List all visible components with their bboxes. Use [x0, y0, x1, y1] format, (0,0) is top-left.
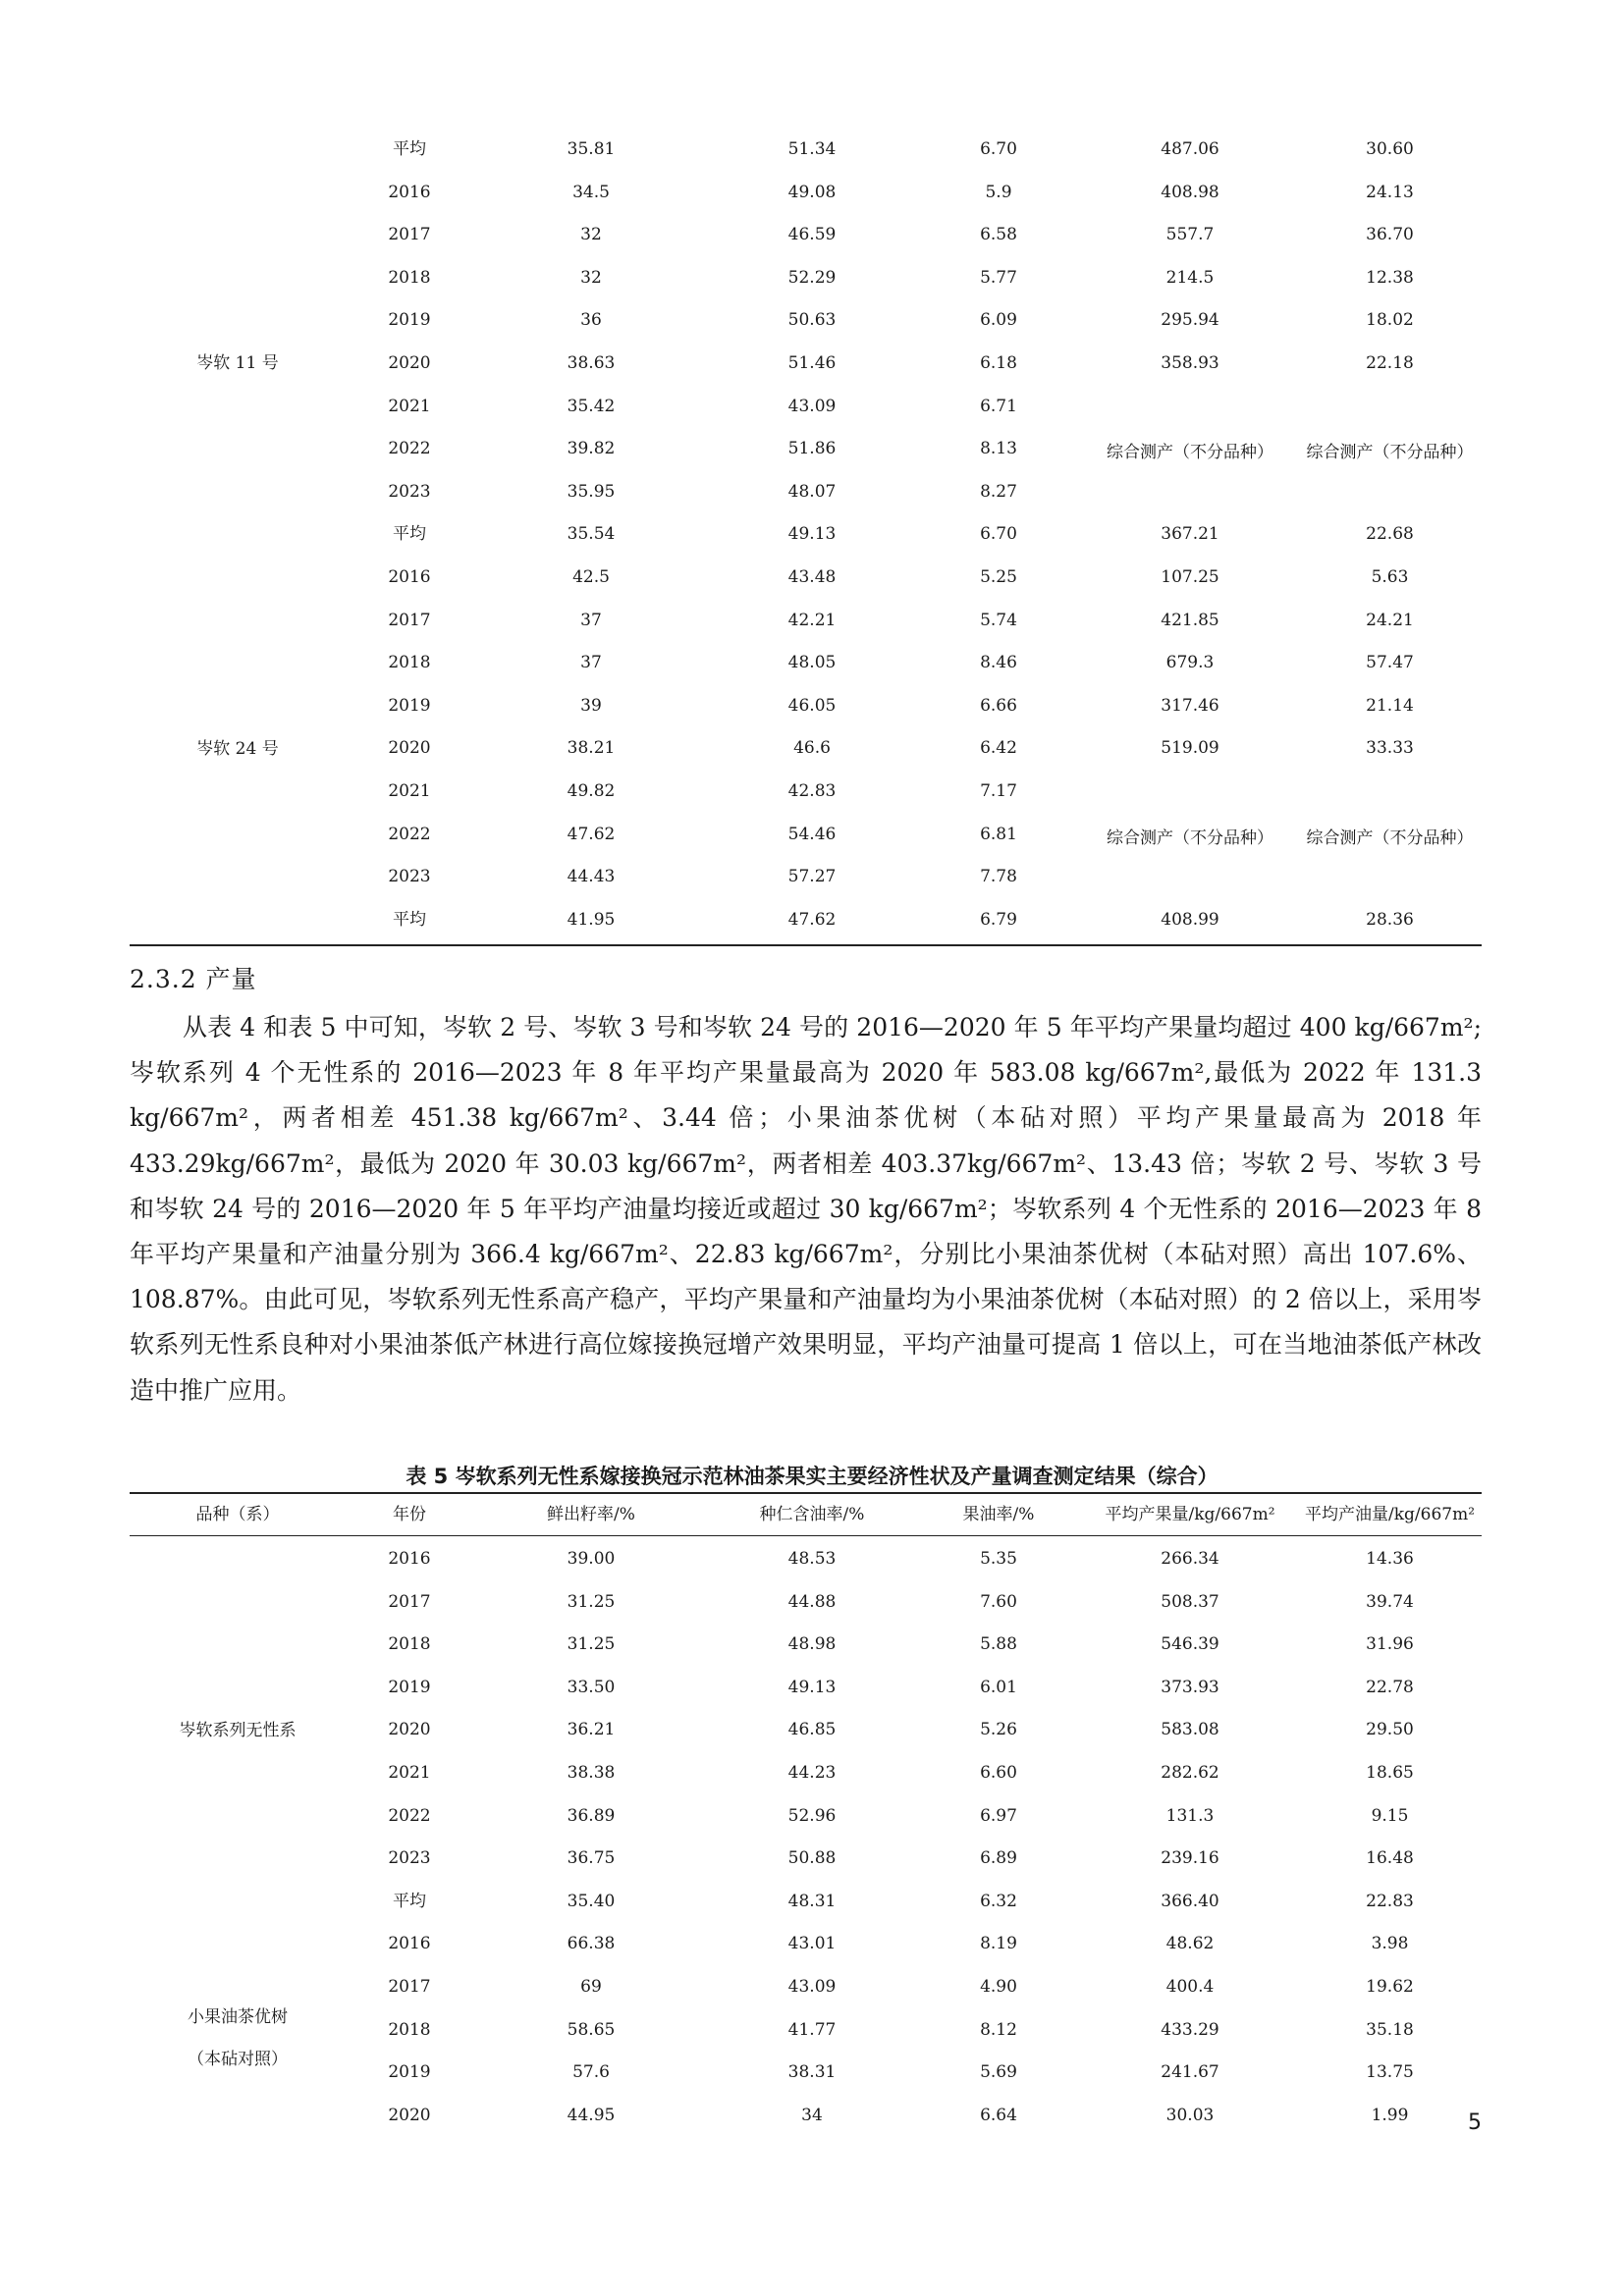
table-cell: 6.32 [980, 1891, 1017, 1911]
table-cell: 35.18 [1366, 2019, 1414, 2040]
table-cell: 5.35 [980, 1549, 1017, 1569]
section-heading: 2.3.2 产量 [130, 965, 257, 993]
table-cell: 66.38 [567, 1934, 616, 1954]
table-cell: 51.86 [787, 439, 837, 459]
table-cell: 6.18 [980, 352, 1017, 373]
section-paragraph: 从表 4 和表 5 中可知，岑软 2 号、岑软 3 号和岑软 24 号的 2016—2020 年 5 年平均产果量均超过 400 kg/667m²;岑软系列 4 个无性系的 2016—2023 年 8 年平均产果量最高为 2020 年 583.08 kg/667m²,最低为 2022 年 131.3 kg/667m²，两者相差 451.38 kg/667m²、3.44 倍；小果油茶优树（本砧对照）平均产果量最高为 2018 年 433.29kg/667m²，最低为 2020 年 30.03 kg/667m²，两者相差 403.37kg/667m²、13.43 倍；岑软 2 号、岑软 3 号和岑软 24 号的 2016—2020 年 5 年平均产油量均接近或超过 30 kg/667m²；岑软系列 4 个无性系的 2016—2023 年 8 年平均产果量和产油量分别为 366.4 kg/667m²、22.83 kg/667m²，分别比小果油茶优树（本砧对照）高出 107.6%、108.87%。由此可见，岑软系列无性系高产稳产，平均产果量和产油量均为小果油茶优树（本砧对照）的 2 倍以上，采用岑软系列无性系良种对小果油茶低产林进行高位嫁接换冠增产效果明显，平均产油量可提高 1 倍以上，可在当地油茶低产林改造中推广应用。 [130, 1013, 1482, 1405]
table-cell: 50.88 [787, 1848, 837, 1869]
table-row [130, 1624, 1482, 1667]
table-row [130, 1538, 1482, 1581]
table-cell: 41.95 [567, 909, 616, 930]
table-cell: 2021 [388, 780, 431, 801]
mixed-yield-note: 综合测产（不分品种） [1107, 828, 1273, 848]
table-cell: 519.09 [1161, 738, 1219, 759]
table-cell: 50.63 [787, 310, 837, 331]
table-cell: 22.18 [1366, 352, 1414, 373]
table-cell: 57.6 [572, 2062, 610, 2083]
table5-caption: 表 5 岑软系列无性系嫁接换冠示范林油茶果实主要经济性状及产量调查测定结果（综合） [406, 1465, 1218, 1488]
table-cell: 358.93 [1161, 352, 1219, 373]
table-cell: 52.96 [787, 1805, 837, 1826]
table-cell: 6.70 [980, 524, 1017, 545]
table-cell: 546.39 [1161, 1634, 1219, 1655]
table5-header [130, 1494, 1482, 1535]
table-cell: 43.01 [787, 1934, 837, 1954]
mixed-oil-note: 综合测产（不分品种） [1306, 443, 1474, 462]
table-cell: 266.34 [1161, 1549, 1219, 1569]
table-cell: 30.60 [1366, 139, 1414, 159]
table-cell: 8.27 [980, 481, 1017, 502]
table-cell: 2020 [388, 352, 431, 373]
table-cell: 36 [580, 310, 602, 331]
table-cell: 2022 [388, 824, 431, 844]
table-cell: 39.74 [1366, 1591, 1414, 1612]
table-cell: 679.3 [1165, 653, 1215, 673]
table-cell: 38.63 [567, 352, 616, 373]
table-row [130, 771, 1482, 814]
table-cell: 5.74 [980, 610, 1017, 630]
table-cell: 平均 [393, 139, 426, 159]
table-row [130, 1838, 1482, 1881]
table-cell: 2019 [388, 2062, 431, 2083]
table-cell: 18.65 [1366, 1762, 1414, 1783]
table-cell: 33.33 [1366, 738, 1414, 759]
table-row [130, 1667, 1482, 1710]
table-row [130, 1752, 1482, 1795]
table-cell: 6.42 [980, 738, 1017, 759]
table-row [130, 1881, 1482, 1924]
table-cell: 2020 [388, 2105, 431, 2125]
table-cell: 1.99 [1371, 2105, 1409, 2125]
table-cell: 49.13 [787, 1677, 837, 1697]
table-cell: 2019 [388, 1677, 431, 1697]
table-cell: 8.46 [980, 653, 1017, 673]
table-cell: 6.81 [980, 824, 1017, 844]
table-cell: 5.88 [980, 1634, 1017, 1655]
table-cell: 39 [580, 695, 602, 716]
table-cell: 13.75 [1366, 2062, 1414, 2083]
table-cell: 37 [580, 610, 602, 630]
table-row [130, 899, 1482, 942]
table-cell: 43.09 [787, 396, 837, 416]
table-cell: 2016 [388, 1549, 431, 1569]
table-cell: 2017 [388, 1976, 431, 1997]
group-label-cenruan-series: 岑软系列无性系 [179, 1721, 297, 1740]
table-cell: 2018 [388, 1634, 431, 1655]
table-cell: 44.95 [567, 2105, 616, 2125]
table-cell: 47.62 [567, 824, 616, 844]
table-cell: 平均 [393, 524, 426, 545]
table-cell: 35.95 [567, 481, 616, 502]
table-cell: 30.03 [1165, 2105, 1215, 2125]
table-cell: 2017 [388, 1591, 431, 1612]
table-cell: 36.89 [567, 1805, 616, 1826]
table-cell: 31.25 [567, 1634, 616, 1655]
table-cell: 421.85 [1161, 610, 1219, 630]
table-cell: 31.96 [1366, 1634, 1414, 1655]
table-row [130, 1795, 1482, 1839]
table-cell: 35.40 [567, 1891, 616, 1911]
table-cell: 5.63 [1371, 566, 1409, 587]
table-cell: 8.13 [980, 439, 1017, 459]
table-cell: 8.12 [980, 2019, 1017, 2040]
table-cell: 34.5 [572, 182, 610, 202]
table-row [130, 642, 1482, 685]
table-cell: 2021 [388, 1762, 431, 1783]
table-cell: 367.21 [1161, 524, 1219, 545]
table-cell: 366.40 [1161, 1891, 1219, 1911]
table-cell: 408.98 [1161, 182, 1219, 202]
table-cell: 33.50 [567, 1677, 616, 1697]
table-cell: 42.21 [787, 610, 837, 630]
table-row [130, 2095, 1482, 2138]
table-cell: 5.25 [980, 566, 1017, 587]
header-fresh-seed-rate: 鲜出籽率/% [547, 1505, 635, 1524]
table-cell: 51.34 [787, 139, 837, 159]
table-cell: 52.29 [787, 267, 837, 288]
table-cell: 44.88 [787, 1591, 837, 1612]
table-cell: 18.02 [1366, 310, 1414, 331]
table-cell: 48.07 [787, 481, 837, 502]
table-cell: 6.58 [980, 225, 1017, 245]
table-cell: 46.85 [787, 1720, 837, 1740]
table-cell: 2017 [388, 225, 431, 245]
table-cell: 36.75 [567, 1848, 616, 1869]
table-cell: 2021 [388, 396, 431, 416]
table-cell: 6.71 [980, 396, 1017, 416]
table-cell: 51.46 [787, 352, 837, 373]
table-row [130, 257, 1482, 300]
table-cell: 2018 [388, 267, 431, 288]
table-cell: 2016 [388, 566, 431, 587]
table-cell: 2018 [388, 2019, 431, 2040]
table-cell: 583.08 [1161, 1720, 1219, 1740]
table-cell: 557.7 [1165, 225, 1215, 245]
table-cell: 29.50 [1366, 1720, 1414, 1740]
table-cell: 2018 [388, 653, 431, 673]
table-cell: 4.90 [980, 1976, 1017, 1997]
table-cell: 41.77 [787, 2019, 837, 2040]
table-cell: 38.31 [787, 2062, 837, 2083]
table-cell: 2023 [388, 481, 431, 502]
table-cell: 282.62 [1161, 1762, 1219, 1783]
table-row [130, 172, 1482, 215]
table-cell: 49.82 [567, 780, 616, 801]
table-cell: 2016 [388, 182, 431, 202]
table-cell: 42.83 [787, 780, 837, 801]
table-row [130, 1581, 1482, 1625]
table-cell: 7.17 [980, 780, 1017, 801]
table-cell: 295.94 [1161, 310, 1219, 331]
table-cell: 6.70 [980, 139, 1017, 159]
page-number: 5 [1468, 2110, 1482, 2135]
table-cell: 49.08 [787, 182, 837, 202]
table-row [130, 1923, 1482, 1966]
table-cell: 69 [580, 1976, 602, 1997]
table-cell: 42.5 [572, 566, 610, 587]
table-cell: 44.23 [787, 1762, 837, 1783]
table-cell: 31.25 [567, 1591, 616, 1612]
table-cell: 21.14 [1366, 695, 1414, 716]
table-cell: 6.89 [980, 1848, 1017, 1869]
top-table [130, 129, 1482, 941]
table-cell: 57.27 [787, 867, 837, 887]
table-cell: 241.67 [1161, 2062, 1219, 2083]
table-cell: 408.99 [1161, 909, 1219, 930]
table-cell: 2020 [388, 738, 431, 759]
table-cell: 46.59 [787, 225, 837, 245]
table-cell: 19.62 [1366, 1976, 1414, 1997]
table-cell: 35.54 [567, 524, 616, 545]
table-cell: 5.9 [985, 182, 1012, 202]
table-cell: 2020 [388, 1720, 431, 1740]
table-cell: 6.79 [980, 909, 1017, 930]
table-cell: 12.38 [1366, 267, 1414, 288]
table-cell: 2023 [388, 867, 431, 887]
group-label-control: 小果油茶优树 [188, 2007, 288, 2027]
table-row [130, 129, 1482, 172]
table-cell: 46.6 [793, 738, 831, 759]
table-cell: 54.46 [787, 824, 837, 844]
table-cell: 49.13 [787, 524, 837, 545]
table-cell: 400.4 [1165, 1976, 1215, 1997]
table-cell: 6.09 [980, 310, 1017, 331]
table-cell: 131.3 [1165, 1805, 1215, 1826]
table-cell: 32 [580, 267, 602, 288]
table-cell: 2017 [388, 610, 431, 630]
table-cell: 24.21 [1366, 610, 1414, 630]
table-cell: 58.65 [567, 2019, 616, 2040]
table-cell: 214.5 [1165, 267, 1215, 288]
group-label-cenruan-11: 岑软 11 号 [196, 353, 279, 373]
table-cell: 48.62 [1165, 1934, 1215, 1954]
table-cell: 2019 [388, 695, 431, 716]
table-cell: 6.97 [980, 1805, 1017, 1826]
table-cell: 47.62 [787, 909, 837, 930]
table-cell: 16.48 [1366, 1848, 1414, 1869]
top-table-bottom-rule [130, 944, 1482, 946]
table-cell: 48.31 [787, 1891, 837, 1911]
table-row [130, 513, 1482, 557]
table-cell: 43.48 [787, 566, 837, 587]
table-cell: 6.64 [980, 2105, 1017, 2125]
table-cell: 36.21 [567, 1720, 616, 1740]
table-cell: 38.38 [567, 1762, 616, 1783]
table-row [130, 600, 1482, 643]
table-cell: 28.36 [1366, 909, 1414, 930]
table-cell: 2023 [388, 1848, 431, 1869]
table-cell: 2016 [388, 1934, 431, 1954]
table-cell: 32 [580, 225, 602, 245]
table-cell: 2019 [388, 310, 431, 331]
table-cell: 373.93 [1161, 1677, 1219, 1697]
table-cell: 39.00 [567, 1549, 616, 1569]
table-cell: 43.09 [787, 1976, 837, 1997]
header-avg-oil-yield: 平均产油量/kg/667m² [1304, 1505, 1476, 1524]
table-cell: 508.37 [1161, 1591, 1219, 1612]
table-cell: 22.78 [1366, 1677, 1414, 1697]
table-cell: 2022 [388, 1805, 431, 1826]
table-cell: 48.53 [787, 1549, 837, 1569]
table-cell: 7.60 [980, 1591, 1017, 1612]
table-cell: 6.60 [980, 1762, 1017, 1783]
header-fruit-oil-rate: 果油率/% [962, 1505, 1035, 1524]
table-cell: 9.15 [1371, 1805, 1409, 1826]
table-cell: 5.77 [980, 267, 1017, 288]
table-cell: 5.26 [980, 1720, 1017, 1740]
table-cell: 2022 [388, 439, 431, 459]
table-cell: 317.46 [1161, 695, 1219, 716]
group-label-control-note: （本砧对照） [188, 2050, 288, 2069]
table-cell: 22.83 [1366, 1891, 1414, 1911]
table5-header-rule [130, 1535, 1482, 1536]
table-cell: 14.36 [1366, 1549, 1414, 1569]
table-cell: 5.69 [980, 2062, 1017, 2083]
table-cell: 6.66 [980, 695, 1017, 716]
table-cell: 3.98 [1371, 1934, 1409, 1954]
table-row [130, 299, 1482, 343]
mixed-oil-note: 综合测产（不分品种） [1306, 828, 1474, 848]
mixed-yield-note: 综合测产（不分品种） [1107, 443, 1273, 462]
table-cell: 39.82 [567, 439, 616, 459]
table-cell: 7.78 [980, 867, 1017, 887]
table-cell: 34 [801, 2105, 823, 2125]
table-cell: 37 [580, 653, 602, 673]
table-cell: 36.70 [1366, 225, 1414, 245]
table-cell: 平均 [393, 909, 426, 930]
table-cell: 平均 [393, 1891, 426, 1911]
table-row [130, 214, 1482, 257]
table-row [130, 386, 1482, 429]
table-cell: 107.25 [1161, 566, 1219, 587]
group-label-cenruan-24: 岑软 24 号 [196, 739, 279, 759]
table-cell: 22.68 [1366, 524, 1414, 545]
header-avg-fruit-yield: 平均产果量/kg/667m² [1105, 1505, 1275, 1524]
header-kernel-oil-rate: 种仁含油率/% [759, 1505, 865, 1524]
table-row [130, 685, 1482, 728]
table-row [130, 856, 1482, 899]
table-cell: 35.42 [567, 396, 616, 416]
table-cell: 44.43 [567, 867, 616, 887]
table-cell: 35.81 [567, 139, 616, 159]
table-row [130, 557, 1482, 600]
table-cell: 46.05 [787, 695, 837, 716]
header-year: 年份 [393, 1505, 426, 1524]
table-cell: 8.19 [980, 1934, 1017, 1954]
table-cell: 24.13 [1366, 182, 1414, 202]
table-cell: 487.06 [1161, 139, 1219, 159]
table-cell: 48.98 [787, 1634, 837, 1655]
table-row [130, 471, 1482, 514]
table-cell: 6.01 [980, 1677, 1017, 1697]
table-cell: 48.05 [787, 653, 837, 673]
table-cell: 38.21 [567, 738, 616, 759]
table-cell: 433.29 [1161, 2019, 1219, 2040]
table-cell: 57.47 [1366, 653, 1414, 673]
table-cell: 239.16 [1161, 1848, 1219, 1869]
header-variety: 品种（系） [195, 1505, 280, 1524]
